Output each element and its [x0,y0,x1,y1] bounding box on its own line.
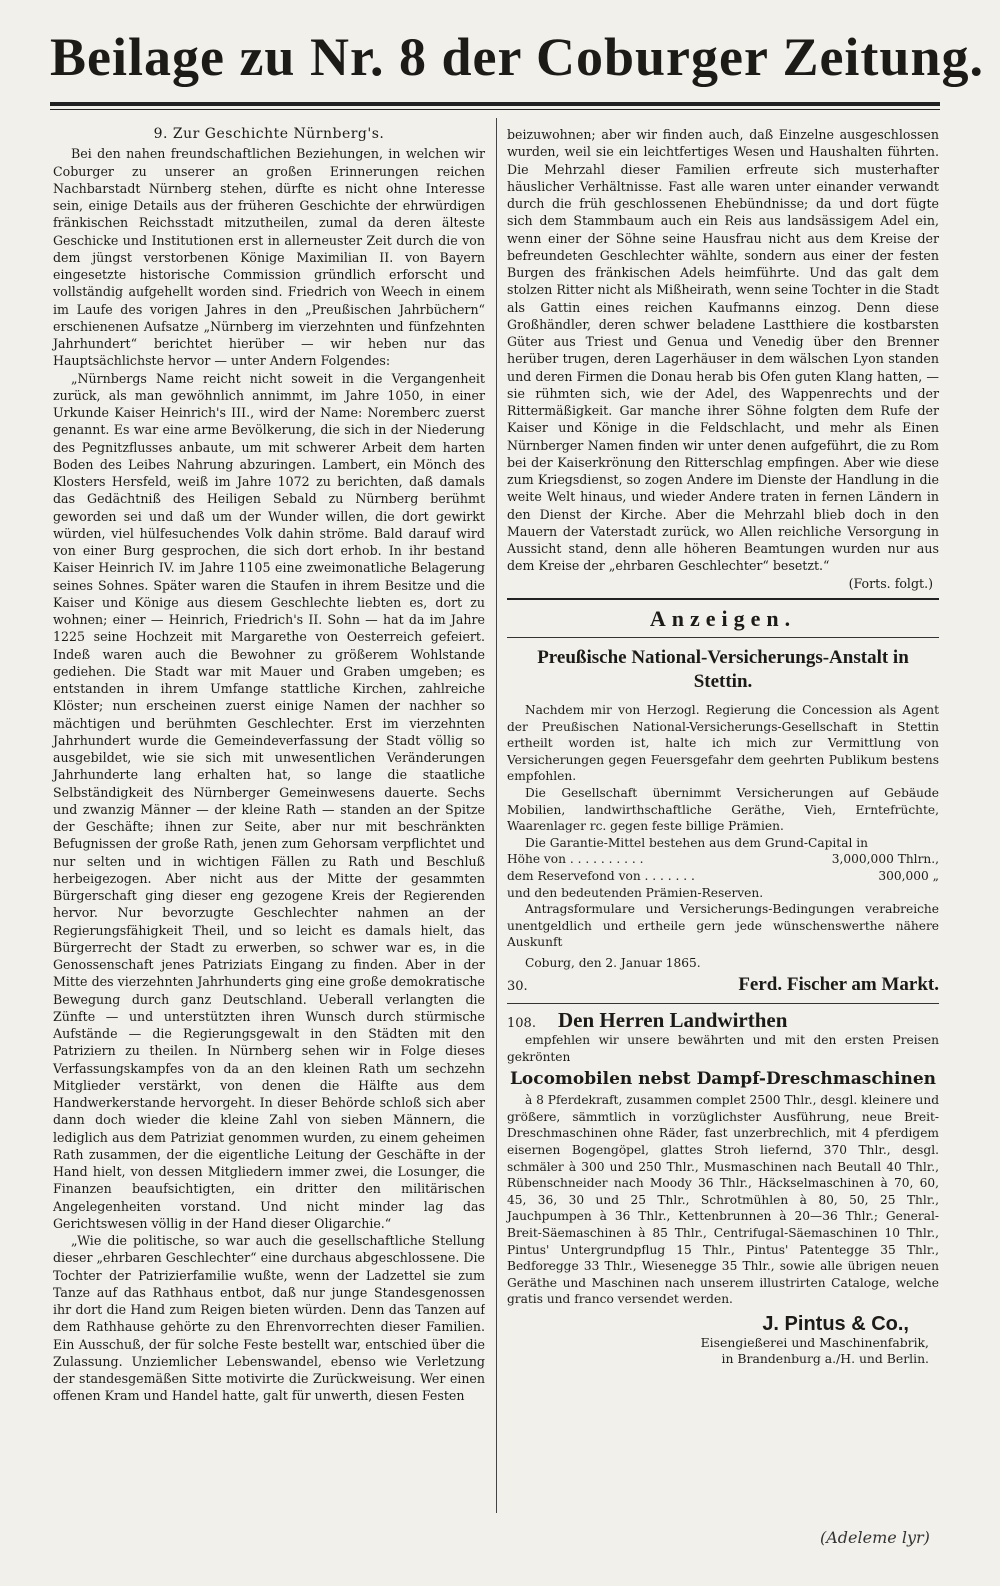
ad-text: Die Garantie-Mittel bestehen aus dem Grund-Capital in [525,835,868,850]
ad-number: 30. [507,978,528,994]
masthead-title: Beilage zu Nr. 8 der Coburger Zeitung. [50,27,984,87]
machinery-ad-highlight: Locomobilen nebst Dampf-Dreschmaschinen [509,1069,937,1090]
article-title: 9. Zur Geschichte Nürnberg's. [153,126,385,142]
machinery-ad [507,1007,939,1367]
company-location: in Brandenburg a./H. und Berlin. [721,1351,929,1367]
ad-text: und den bedeutenden Prämien-Reserven. [507,885,764,900]
capital-label: Höhe von . . . . . . . . . . [507,852,644,867]
ad-rule [507,637,939,638]
article-paragraph: Bei den nahen freundschaftlichen Beziehungen, in welchen wir Coburger zu unserer an großen Erinnerungen reichen Nachbarstadt Nürnberg stehen, dürfte es nicht ohne Interesse sein, einige Details aus der früheren Geschichte der ehrwürdigen fränkischen Reichsstadt mitzutheilen, zumal da deren älteste Geschicke und Institutionen erst in allerneuster Zeit durch die von dem jüngst verstorbenen Könige Maximilian II. von Bayern eingesetzte historische Commission gründlich erforscht und vollständig aufgehellt worden sind. Friedrich von Weech in einem im Laufe des vorigen Jahres in den „Preußischen Jahrbüchern“ erschienenen Aufsatze „Nürnberg im vierzehnten und fünfzehnten Jahrhundert“ berichtet hierüber — wir heben nur das Hauptsächlichste hervor — unter Andern Folgendes: [53,146,485,369]
ad-signature-row [507,973,939,995]
ad-text: Antragsformulare und Versicherungs-Bedingungen verabreiche unentgeldlich und ertheile gern jede wünschenswerthe nähere Auskunft [507,902,939,950]
ad-number: 108. [507,1015,536,1031]
handwritten-note: (Adeleme lyr) [820,1528,930,1547]
masthead-rule-thin [50,109,940,110]
ad-place-date: Coburg, den 2. Januar 1865. [525,955,701,970]
reserve-row [507,868,939,885]
ad-text: empfehlen wir unsere bewährten und mit den ersten Preisen gekrönten [507,1033,939,1064]
ads-heading: Anzeigen. [649,605,797,631]
section-rule [507,598,939,600]
article-paragraph: „Nürnbergs Name reicht nicht soweit in die Vergangenheit zurück, als man gewöhnlich annimmt, im Jahre 1050, in einer Urkunde Kaiser Heinrich's III., wird der Name: Noremberc zuerst genannt. Es war eine arme Bevölkerung, die sich in der Niederung des Pegnitzflusses anbaute, um mit schwerer Arbeit dem harten Boden des Leibes Nahrung abzuringen. Lambert, ein Mönch des Klosters Hersfeld, weiß im Jahre 1072 zu berichten, daß damals das Gedächtniß des Heiligen Sebald zu Nürnberg berühmt geworden sei und daß um der Wunder willen, die dort gewirkt würden, viel hülfesuchendes Volk dahin ströme. Bald darauf wird von einer Burg gesprochen, die sich dort erhob. In ihr bestand Kaiser Heinrich IV. im Jahre 1105 eine zweimonatliche Belagerung seines Sohnes. Später waren die Staufen in ihrem Besitze und die Kaiser und Könige aus diesem Geschlechte liebten es, dort zu wohnen; einer — Heinrich, Friedrich's II. Sohn — hat da im Jahre 1225 seine Hochzeit mit Margarethe von Oesterreich gefeiert. Indeß waren auch die Bewohner zu größerem Wohlstande gediehen. Die Stadt war mit Mauer und Graben umgeben; es entstanden in ihrem Umfange stattliche Kirchen, zahlreiche Klöster; nun erscheinen zuerst einige Namen der nachher so mächtigen und berühmten Geschlechter. Erst im vierzehnten Jahrhundert wurde die Gemeindeverfassung der Stadt völlig so ausgebildet, wie sie sich mit unwesentlichen Veränderungen Jahrhunderte lang erhalten hat, so lange die staatliche Selbständigkeit des Nürnberger Gemeinwesens dauerte. Sechs und zwanzig Männer — der kleine Rath — standen an der Spitze der Geschäfte; ihnen zur Seite, aber nur mit beschränkten Befugnissen der große Rath, jenen zum Gehorsam verpflichtet und nur selten und in wichtigen Fällen zu Rath und Beschluß herbeigezogen. Aber nicht aus der Mitte der gesammten Bürgerschaft ging dieser eng gezogene Kreis der Regierenden hervor. Nur bevorzugte Geschlechter nahmen an der Regierungsfähigkeit Theil, und so leicht es damals hielt, das Bürgerrecht der Stadt zu erwerben, so schwer war es, in die Genossenschaft jenes Patriziats Eingang zu finden. Aber in der Mitte des vierzehnten Jahrhunderts ging eine große demokratische Bewegung durch ganz Deutschland. Ueberall verlangten die Zünfte — und unterstützten ihren Wunsch durch stürmische Aufstände — die Regierungsgewalt in den Städten mit den Patriziern zu theilen. In Nürnberg sehen wir in Folge dieses Verfassungskampfes von da an den kleinen Rath um sechzehn Mitglieder verstärkt, von denen die Hälfte aus dem Handwerkerstande hervorgeht. In dieser Behörde schloß sich aber dann doch wieder die kleine Zahl von sieben Männern, die lediglich aus dem Patriziat genommen wurden, zu einem geheimen Rath zusammen, der die eigentliche Leitung der Geschäfte in der Hand hielt, von dessen Mitgliedern immer zwei, die Losunger, die Finanzen beaufsichtigten, ein dritter den militärischen Angelegenheiten vorstand. Und nicht minder lag das Gerichtswesen völlig in der Hand dieser Oligarchie.“ [53,370,485,1231]
machinery-ad-header [507,1007,939,1032]
machinery-ad-title: Den Herren Landwirthen [557,1007,788,1032]
capital-value: 3,000,000 Thlrn., [831,852,939,867]
capital-row [507,851,939,868]
masthead-rule [50,102,940,106]
article-column [53,126,485,1539]
insurance-ad [507,637,939,995]
article-continued-note: (Forts. folgt.) [848,575,933,591]
ad-rule [507,1003,939,1004]
ad-text: Nachdem mir von Herzogl. Regierung die Concession als Agent der Preußischen National-Versicherungs-Gesellschaft in Stettin ertheilt worden ist, halte ich mich zur Vermittlung von Versicherungen gegen Feuersgefahr dem geehrten Publikum bestens empfohlen. [507,703,939,784]
ad-text: Die Gesellschaft übernimmt Versicherungen auf Gebäude Mobilien, landwirthschaftliche Geräthe, Vieh, Erntefrüchte, Waarenlager rc. gegen feste billige Prämien. [507,785,939,834]
insurance-ad-title: Preußische National-Versicherungs-Anstalt in Stettin. [537,647,909,692]
article-continuation: beizuwohnen; aber wir finden auch, daß Einzelne ausgeschlossen wurden, weil sie ein leichtfertiges Wesen und Haushalten führten. Die Mehrzahl dieser Familien erfreute sich musterhafter häuslicher Verhältnisse. Fast alle waren unter einander verwandt durch die früh geschlossenen Ehebündnisse; da und dort fügte sich dem Stammbaum auch ein Reis aus landsässigem Adel ein, wenn einer der Söhne seine Hausfrau nicht aus dem Kreise der befreundeten Geschlechter wählte, sondern aus einer der festen Burgen des fränkischen Adels heimführte. Und das galt dem stolzen Ritter nicht als Mißheirath, wenn seine Tochter in die Stadt als Gattin eines reichen Kaufmanns einzog. Denn diese Großhändler, deren schwer beladene Lastthiere die kostbarsten Güter aus Triest und Genua und Venedig über den Brenner herüber trugen, deren Lagerhäuser in dem wälschen Lyon standen und deren Firmen die Donau herab bis Ofen guten Klang hatten, — sie rühmten sich, wie der Adel, des Wappenrechts und der Rittermäßigkeit. Gar manche ihrer Söhne folgten dem Rufe der Kaiser und Könige in die Feldschlacht, und mehr als Einen Nürnberger Namen finden wir unter denen aufgeführt, die zu Rom bei der Kaiserkrönung den Ritterschlag empfingen. Aber wie diese zum Kriegsdienst, so zogen Andere im Dienste der Handlung in die weite Welt hinaus, und wieder Andere traten in fernen Ländern in den Dienst der Kirche. Aber die Mehrzahl blieb doch in den Mauern der Vaterstadt zurück, wo Allen reichliche Versorgung in Aussicht stand, denn alle höheren Beamtungen wurden nur aus dem Kreise der „ehrbaren Geschlechter“ besetzt.“ [507,127,939,574]
right-column [507,126,939,1367]
column-divider [496,118,497,1513]
ad-text: à 8 Pferdekraft, zusammen complet 2500 Thlr., desgl. kleinere und größere, sämmtlich in vorzüglichster Ausführung, neue Breit-Dreschmaschinen ohne Räder, fast unzerbrechlich, mit 4 pferdigem eisernen Bogengöpel, glattes Stroh liefernd, 370 Thlr., desgl. schmäler à 300 und 250 Thlr., Musmaschinen nach Beutall 40 Thlr., Rübenschneider nach Moody 36 Thlr., Häckselmaschinen à 70, 60, 45, 36, 30 und 25 Thlr., Schrotmühlen à 80, 50, 25 Thlr., Jauchpumpen à 36 Thlr., Kettenbrunnen à 20—36 Thlr.; General-Breit-Säemaschinen à 85 Thlr., Centrifugal-Säemaschinen 10 Thlr., Pintus' Untergrundpflug 15 Thlr., Pintus' Patentegge 35 Thlr., Bedforegge 33 Thlr., Wiesenegge 35 Thlr., sowie alle übrigen neuen Geräthe und Maschinen nach unserem illustrirten Cataloge, welche gratis und franco versendet werden. [507,1093,939,1307]
reserve-value: 300,000 „ [878,868,939,883]
article-paragraph: „Wie die politische, so war auch die gesellschaftliche Stellung dieser „ehrbaren Geschlechter“ eine durchaus abgeschlossene. Die Tochter der Patrizierfamilie wußte, wenn der Ladzettel sie zum Tanze auf das Rathhaus entbot, daß nur junge Standesgenossen ihr dort die Hand zum Reigen bieten würden. Denn das Tanzen auf dem Rathhause gehörte zu den Ehrenvorrechten dieser Familien. Ein Ausschuß, der für solche Feste bestellt war, entschied über die Zulassung. Unziemlicher Lebenswandel, ebenso wie Verletzung der standesgemäßen Sitte motivirte die Zurückweisung. Wer einen offenen Kram und Handel hatte, galt für unwerth, diesen Festen [53,1233,485,1404]
reserve-label: dem Reservefond von . . . . . . . [507,868,695,883]
company-description: Eisengießerei und Maschinenfabrik, [700,1335,929,1351]
ad-signature: Ferd. Fischer am Markt. [738,973,939,995]
company-name: J. Pintus & Co., [762,1312,909,1335]
